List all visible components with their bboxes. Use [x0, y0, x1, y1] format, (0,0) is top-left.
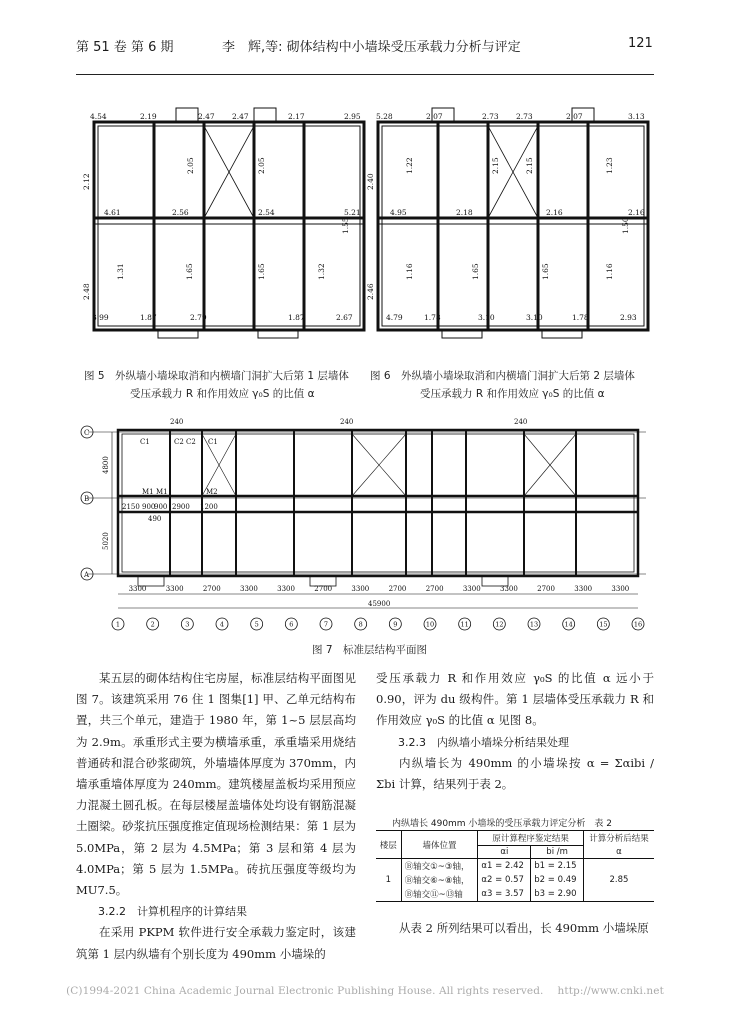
fig7-bottom-dim: 2700 — [537, 585, 555, 593]
td-b-0: b1 = 2.15 — [531, 859, 584, 874]
fig7-bottom-dim: 3300 — [165, 585, 184, 593]
th-ai: αi — [478, 846, 531, 859]
fig5-top-4: 2.17 — [288, 112, 305, 121]
fig7-axis-a: A — [84, 571, 90, 579]
fig7-bottom-dim: 2700 — [425, 585, 444, 593]
fig7-axis-number: 4 — [219, 620, 225, 629]
right-column-bottom — [376, 918, 654, 939]
fig7-top-dim-1: 240 — [340, 418, 354, 426]
fig7-bottom-dim: 2700 — [202, 585, 221, 593]
journal-volume: 第 51 卷 第 6 期 — [76, 40, 174, 55]
fig7-b-dim-1: 900 — [142, 503, 156, 511]
fig5-top-5: 2.95 — [344, 112, 361, 121]
fig5-mid-0: 4.61 — [104, 208, 121, 217]
figure-6-caption-1: 图 6 外纵墙小墙垛取消和内横墙门洞扩大后第 2 层墙体 — [370, 370, 635, 382]
fig7-b-dim-3: 2900 — [172, 503, 190, 511]
fig5-mid-3: 5.21 — [344, 208, 361, 217]
fig5-bot-0: 3.99 — [92, 313, 109, 322]
td-floor: 1 — [376, 859, 401, 902]
fig6-vu-0: 1.22 — [405, 157, 414, 174]
th-after: 计算分析后结果 — [589, 834, 649, 845]
fig7-axis-number: 12 — [495, 620, 504, 629]
td-a-2: α3 = 3.57 — [478, 887, 531, 902]
fig7-axis-number: 16 — [633, 620, 643, 629]
fig6-top-0: 5.28 — [376, 112, 393, 121]
left-para-1: 某五层的砌体结构住宅房屋，标准层结构平面图见图 7。该建筑采用 76 住 1 图集[1] 甲、乙单元结构布置，共三个单元，建造于 1980 年，第 1~5 层层高均为 2.9m。承重形式主要为横墙承重，承重墙采用烧结普通砖和混合砂浆砌筑，外墙墙体厚度为 370mm，内墙承重墙体厚度为 240mm。建筑楼屋盖板均采用预应力混凝土圆孔板。在每层楼屋盖墙体处均设有钢筋混凝土圈梁。砂浆抗压强度推定值现场检测结果：第 1 层为 5.0MPa，第 2 层为 4.5MPa；第 3 层和第 4 层为 4.0MPa；第 5 层为 1.5MPa。砖抗压强度等级均为 MU7.5。 — [76, 671, 356, 898]
fig5-vl-2: 1.65 — [257, 263, 266, 280]
fig5-left-1: 2.48 — [82, 283, 91, 300]
right-para-2: 内纵墙长为 490mm 的小墙垛按 α = Σαibi / Σbi 计算，结果列于表 2。 — [376, 755, 654, 792]
right-para-3: 从表 2 所列结果可以看出，长 490mm 小墙垛原 — [399, 921, 649, 935]
fig6-vl-1: 1.65 — [471, 263, 480, 280]
fig7-axis-number: 9 — [393, 620, 398, 629]
fig7-m-0: M1 — [142, 488, 154, 496]
fig7-b-dim-2: 900 — [154, 503, 168, 511]
table-2-title: 内纵墙长 490mm 小墙垛的受压承载力评定分析 表 2 — [392, 819, 613, 829]
fig7-c-0: C1 — [140, 438, 150, 446]
fig6-bot-3: 3.10 — [526, 313, 543, 322]
fig6-vu-1: 2.15 — [491, 157, 500, 174]
fig5-top-1: 2.19 — [140, 112, 157, 121]
fig6-bot-5: 2.93 — [620, 313, 637, 322]
fig6-top-4: 2.07 — [566, 112, 583, 121]
fig5-top-2: 2.47 — [198, 112, 215, 121]
fig5-right-vert: 1.55 — [341, 217, 350, 234]
fig6-vl-3: 1.16 — [605, 263, 614, 280]
fig5-bot-1: 1.87 — [140, 313, 157, 322]
running-title: 李 辉,等: 砌体结构中小墙垛受压承载力分析与评定 — [222, 40, 521, 55]
th-bi: bi /m — [531, 846, 584, 859]
fig7-axis-b: B — [84, 495, 90, 503]
fig7-axis-number: 15 — [599, 620, 608, 629]
header-rule — [76, 74, 654, 75]
fig5-left-0: 2.12 — [82, 173, 91, 190]
fig5-bot-3: 1.87 — [288, 313, 305, 322]
fig7-bottom-dim: 3300 — [611, 585, 630, 593]
fig7-m-1: M1 — [156, 488, 168, 496]
fig5-vl-1: 1.65 — [185, 263, 194, 280]
fig7-axis-number: 11 — [460, 620, 469, 629]
fig5-vl-0: 1.31 — [116, 263, 125, 280]
figure-6-caption-2: 受压承载力 R 和作用效应 γ₀S 的比值 α — [420, 388, 605, 400]
td-b-2: b3 = 2.90 — [531, 887, 584, 902]
fig6-mid-3: 2.16 — [628, 208, 645, 217]
fig7-total: 45900 — [368, 600, 391, 608]
fig7-m-2: M2 — [206, 488, 218, 496]
copyright-footer: (C)1994-2021 China Academic Journal Electronic Publishing House. All rights reserved. http://www.cnki.net — [66, 985, 664, 997]
fig7-axis-number: 3 — [185, 620, 190, 629]
fig7-axis-number: 10 — [425, 620, 435, 629]
fig6-top-2: 2.73 — [482, 112, 499, 121]
fig6-left-1: 2.46 — [366, 283, 375, 300]
left-column — [76, 668, 356, 965]
fig6-mid-2: 2.16 — [546, 208, 563, 217]
th-alpha: α — [616, 846, 622, 857]
fig7-bottom-dim: 3300 — [351, 585, 370, 593]
fig7-axis-number: 6 — [289, 620, 294, 629]
td-b-1: b2 = 0.49 — [531, 873, 584, 887]
fig7-b-dim-0: 2150 — [122, 503, 140, 511]
section-3-2-3: 3.2.3 内纵墙小墙垛分析结果处理 — [398, 735, 569, 749]
fig7-axis-c: C — [84, 429, 90, 437]
fig6-top-1: 2.07 — [426, 112, 443, 121]
th-floor: 楼层 — [376, 831, 401, 859]
fig5-top-0: 4.54 — [90, 112, 107, 121]
figure-5-plan — [78, 108, 372, 338]
fig7-axis-number: 1 — [115, 620, 121, 629]
fig7-bottom-dim: 2700 — [388, 585, 407, 593]
fig6-right-vert: 1.50 — [621, 217, 630, 234]
fig6-bot-1: 1.78 — [424, 313, 441, 322]
td-result: 2.85 — [609, 875, 629, 885]
fig6-bot-4: 1.78 — [572, 313, 589, 322]
figure-6-plan — [366, 108, 660, 338]
fig7-axis-number: 14 — [564, 620, 573, 629]
fig5-vu-1: 2.05 — [257, 157, 266, 174]
td-pos-1: Ⓑ轴交⑥~⑧轴， — [401, 873, 478, 887]
section-3-2-2: 3.2.2 计算机程序的计算结果 — [98, 905, 247, 919]
figure-7-plan — [78, 412, 658, 634]
fig6-bot-0: 4.79 — [386, 313, 403, 322]
right-column — [376, 668, 654, 795]
fig7-bottom-dim: 2700 — [314, 585, 333, 593]
td-pos-0: Ⓑ轴交①~③轴， — [401, 859, 478, 874]
td-a-0: α1 = 2.42 — [478, 859, 531, 874]
fig7-b-dim-4: 1200 — [200, 503, 218, 511]
fig6-left-0: 2.40 — [366, 173, 375, 190]
fig7-c-1: C2 — [174, 438, 184, 446]
fig7-bottom-dim: 3300 — [462, 585, 481, 593]
fig5-bot-4: 2.67 — [336, 313, 353, 322]
table-2 — [376, 830, 654, 902]
fig7-left-dim-1: 5020 — [102, 532, 110, 550]
fig7-b-490: 490 — [148, 515, 162, 523]
fig6-mid-1: 2.18 — [456, 208, 473, 217]
th-position: 墙体位置 — [401, 831, 478, 859]
fig6-vl-0: 1.16 — [405, 263, 414, 280]
fig7-top-dim-0: 240 — [170, 418, 184, 426]
fig7-axis-number: 8 — [358, 620, 363, 629]
fig7-bottom-dim: 3300 — [574, 585, 593, 593]
fig6-top-5: 3.13 — [628, 112, 645, 121]
th-original: 原计算程序鉴定结果 — [478, 831, 584, 846]
fig7-c-2: C2 — [186, 438, 196, 446]
fig6-vu-3: 1.23 — [605, 157, 614, 174]
fig7-axis-number: 2 — [150, 620, 155, 629]
fig5-vl-3: 1.32 — [317, 263, 326, 280]
fig6-mid-0: 4.95 — [390, 208, 407, 217]
fig5-bot-2: 2.79 — [190, 313, 207, 322]
fig6-vu-2: 2.15 — [525, 157, 534, 174]
fig7-bottom-dim: 3300 — [128, 585, 147, 593]
fig7-axis-number: 7 — [323, 620, 329, 629]
fig5-vu-0: 2.05 — [186, 157, 195, 174]
fig5-mid-1: 2.56 — [172, 208, 189, 217]
fig7-bottom-dim: 3300 — [240, 585, 258, 593]
fig7-left-dim-0: 4800 — [102, 456, 110, 474]
fig6-top-3: 2.73 — [516, 112, 533, 121]
fig7-top-dim-2: 240 — [514, 418, 528, 426]
fig5-top-3: 2.47 — [232, 112, 249, 121]
fig7-bottom-dim: 3300 — [500, 585, 518, 593]
figure-5-caption-2: 受压承载力 R 和作用效应 γ₀S 的比值 α — [130, 388, 315, 400]
right-para-1: 受压承载力 R 和作用效应 γ₀S 的比值 α 远小于 0.90，评为 du 级构件。第 1 层墙体受压承载力 R 和作用效应 γ₀S 的比值 α 见图 8。 — [376, 671, 654, 728]
fig7-c-3: C1 — [208, 438, 218, 446]
figure-5-caption-1: 图 5 外纵墙小墙垛取消和内横墙门洞扩大后第 1 层墙体 — [84, 370, 349, 382]
fig7-axis-number: 5 — [254, 620, 259, 629]
fig5-mid-2: 2.54 — [258, 208, 275, 217]
td-pos-2: Ⓑ轴交⑪~⑬轴 — [401, 887, 478, 902]
fig6-bot-2: 3.10 — [478, 313, 495, 322]
fig7-axis-number: 13 — [529, 620, 539, 629]
figure-7-caption: 图 7 标准层结构平面图 — [312, 644, 428, 656]
page-number: 121 — [628, 36, 653, 51]
fig7-bottom-dim: 3300 — [277, 585, 295, 593]
td-a-1: α2 = 0.57 — [478, 873, 531, 887]
left-para-2: 在采用 PKPM 软件进行安全承载力鉴定时，该建筑第 1 层内纵墙有个别长度为 490mm 小墙垛的 — [76, 925, 356, 961]
fig6-vl-2: 1.65 — [541, 263, 550, 280]
